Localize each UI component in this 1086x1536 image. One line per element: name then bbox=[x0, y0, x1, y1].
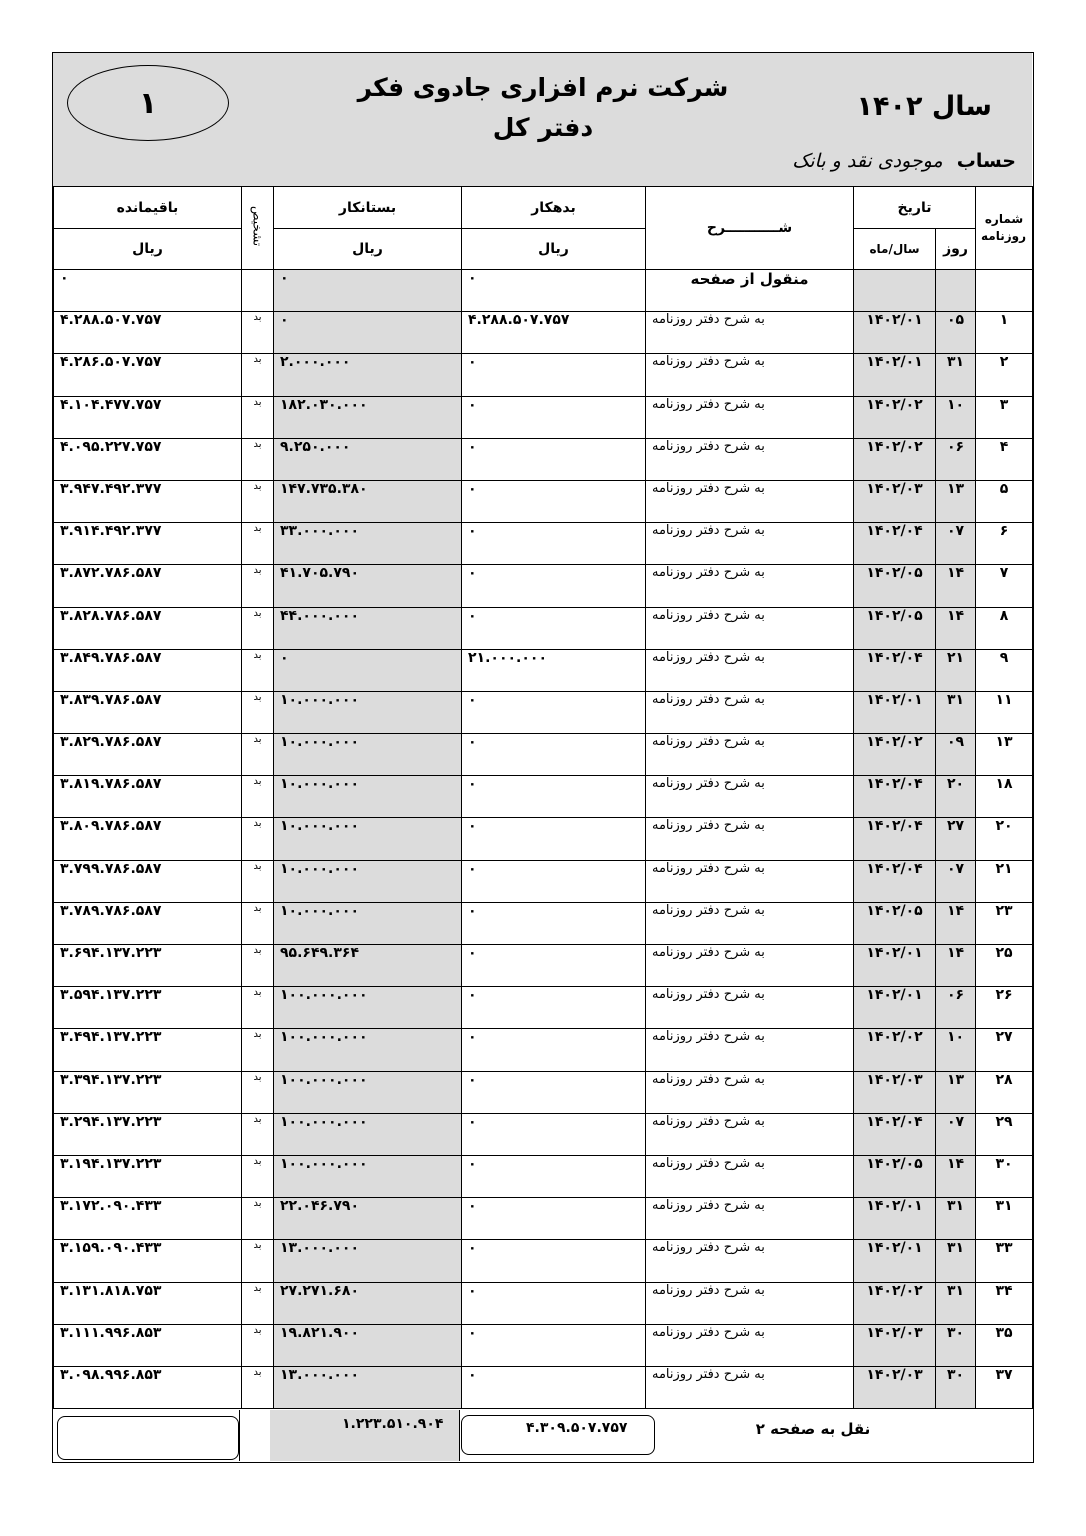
cell-detection: بد bbox=[242, 607, 274, 649]
table-row bbox=[54, 396, 1033, 438]
cell-day: ۱۳ bbox=[936, 1071, 976, 1113]
account-line bbox=[792, 150, 1016, 172]
cell-balance: ۳.۸۴۹.۷۸۶.۵۸۷ bbox=[54, 649, 242, 691]
cell-journal-number: ۱۳ bbox=[976, 734, 1033, 776]
table-row bbox=[54, 691, 1033, 733]
table-row bbox=[54, 565, 1033, 607]
table-row bbox=[54, 607, 1033, 649]
cell-debit: ۴.۲۸۸.۵۰۷.۷۵۷ bbox=[462, 312, 646, 354]
ledger-page bbox=[52, 52, 1034, 1463]
cell-detection: بد bbox=[242, 354, 274, 396]
cell-balance: ۳.۳۹۴.۱۳۷.۲۲۳ bbox=[54, 1071, 242, 1113]
cell-credit: ۴۴.۰۰۰.۰۰۰ bbox=[274, 607, 462, 649]
cell-year-month: ۱۴۰۲/۰۲ bbox=[854, 1029, 936, 1071]
cell-day: ۰۷ bbox=[936, 523, 976, 565]
cell-year-month: ۱۴۰۲/۰۱ bbox=[854, 945, 936, 987]
cell-year-month: ۱۴۰۲/۰۴ bbox=[854, 649, 936, 691]
cell-journal-number: ۳۳ bbox=[976, 1240, 1033, 1282]
cell-balance: ۳.۱۳۱.۸۱۸.۷۵۳ bbox=[54, 1282, 242, 1324]
cell-journal-number: ۵ bbox=[976, 480, 1033, 522]
cell-detection: بد bbox=[242, 1113, 274, 1155]
cell-detection: بد bbox=[242, 1324, 274, 1366]
col-debit: بدهکار bbox=[462, 187, 646, 229]
cell-year-month: ۱۴۰۲/۰۴ bbox=[854, 523, 936, 565]
cell-journal-number: ۲۷ bbox=[976, 1029, 1033, 1071]
cell-debit: ۰ bbox=[462, 565, 646, 607]
cell-journal-number: ۳۰ bbox=[976, 1155, 1033, 1197]
cell-day: ۱۳ bbox=[936, 480, 976, 522]
cell-detection: بد bbox=[242, 396, 274, 438]
col-journal-number: شماره روزنامه bbox=[976, 187, 1033, 270]
cell-credit: ۱۰.۰۰۰.۰۰۰ bbox=[274, 734, 462, 776]
cell-detection: بد bbox=[242, 1155, 274, 1197]
carried-in-debit: ۰ bbox=[462, 270, 646, 312]
cell-day: ۰۷ bbox=[936, 1113, 976, 1155]
cell-year-month: ۱۴۰۲/۰۱ bbox=[854, 1240, 936, 1282]
cell-credit: ۱۳.۰۰۰.۰۰۰ bbox=[274, 1366, 462, 1408]
carried-in-credit: ۰ bbox=[274, 270, 462, 312]
table-row bbox=[54, 1155, 1033, 1197]
cell-credit: ۱۰.۰۰۰.۰۰۰ bbox=[274, 818, 462, 860]
cell-year-month: ۱۴۰۲/۰۴ bbox=[854, 1113, 936, 1155]
cell-description: به شرح دفتر روزنامه bbox=[646, 607, 854, 649]
cell-year-month: ۱۴۰۲/۰۱ bbox=[854, 1198, 936, 1240]
cell-journal-number: ۲۵ bbox=[976, 945, 1033, 987]
ledger-table bbox=[53, 186, 1033, 1409]
cell-description: به شرح دفتر روزنامه bbox=[646, 1366, 854, 1408]
cell-credit: ۹.۲۵۰.۰۰۰ bbox=[274, 438, 462, 480]
cell-debit: ۰ bbox=[462, 1155, 646, 1197]
cell-detection: بد bbox=[242, 649, 274, 691]
cell-day: ۰۵ bbox=[936, 312, 976, 354]
cell-day: ۱۴ bbox=[936, 945, 976, 987]
cell-year-month: ۱۴۰۲/۰۱ bbox=[854, 354, 936, 396]
cell-year-month: ۱۴۰۲/۰۲ bbox=[854, 396, 936, 438]
cell-description: به شرح دفتر روزنامه bbox=[646, 945, 854, 987]
cell-day: ۱۴ bbox=[936, 1155, 976, 1197]
fiscal-year: سال ۱۴۰۲ bbox=[856, 91, 992, 122]
cell-description: به شرح دفتر روزنامه bbox=[646, 438, 854, 480]
cell-description: به شرح دفتر روزنامه bbox=[646, 312, 854, 354]
table-row bbox=[54, 860, 1033, 902]
cell-credit: ۱۰۰.۰۰۰.۰۰۰ bbox=[274, 1029, 462, 1071]
cell-credit: ۱۹.۸۲۱.۹۰۰ bbox=[274, 1324, 462, 1366]
cell-year-month: ۱۴۰۲/۰۱ bbox=[854, 691, 936, 733]
cell-journal-number: ۲۶ bbox=[976, 987, 1033, 1029]
cell-year-month: ۱۴۰۲/۰۳ bbox=[854, 1071, 936, 1113]
cell-detection: بد bbox=[242, 1282, 274, 1324]
cell-detection: بد bbox=[242, 312, 274, 354]
cell-debit: ۰ bbox=[462, 1071, 646, 1113]
cell-detection: بد bbox=[242, 438, 274, 480]
table-row bbox=[54, 734, 1033, 776]
cell-description: به شرح دفتر روزنامه bbox=[646, 354, 854, 396]
cell-credit: ۲۲.۰۴۶.۷۹۰ bbox=[274, 1198, 462, 1240]
ledger-footer bbox=[53, 1410, 1032, 1461]
cell-credit: ۴۱.۷۰۵.۷۹۰ bbox=[274, 565, 462, 607]
footer-balance-box bbox=[57, 1416, 239, 1460]
cell-description: به شرح دفتر روزنامه bbox=[646, 1071, 854, 1113]
cell-day: ۲۱ bbox=[936, 649, 976, 691]
header-row-1 bbox=[54, 187, 1033, 229]
cell-balance: ۳.۸۳۹.۷۸۶.۵۸۷ bbox=[54, 691, 242, 733]
cell-day: ۳۱ bbox=[936, 354, 976, 396]
cell-detection: بد bbox=[242, 987, 274, 1029]
cell-year-month: ۱۴۰۲/۰۲ bbox=[854, 734, 936, 776]
col-detection-label: تشخیص bbox=[250, 205, 265, 247]
cell-credit: ۱۴۷.۷۳۵.۳۸۰ bbox=[274, 480, 462, 522]
cell-year-month: ۱۴۰۲/۰۳ bbox=[854, 480, 936, 522]
cell-day: ۳۰ bbox=[936, 1366, 976, 1408]
cell-debit: ۰ bbox=[462, 776, 646, 818]
cell-credit: ۱۰۰.۰۰۰.۰۰۰ bbox=[274, 1113, 462, 1155]
table-row bbox=[54, 776, 1033, 818]
col-date: تاریخ bbox=[854, 187, 976, 229]
cell-description: به شرح دفتر روزنامه bbox=[646, 1198, 854, 1240]
cell-credit: ۲۷.۲۷۱.۶۸۰ bbox=[274, 1282, 462, 1324]
col-balance-currency: ریال bbox=[54, 229, 242, 270]
cell-description: به شرح دفتر روزنامه bbox=[646, 523, 854, 565]
table-row bbox=[54, 902, 1033, 944]
table-row bbox=[54, 1366, 1033, 1408]
cell-detection: بد bbox=[242, 523, 274, 565]
cell-year-month: ۱۴۰۲/۰۵ bbox=[854, 1155, 936, 1197]
cell-year-month: ۱۴۰۲/۰۳ bbox=[854, 1324, 936, 1366]
cell-balance: ۴.۲۸۸.۵۰۷.۷۵۷ bbox=[54, 312, 242, 354]
cell-balance: ۳.۱۵۹.۰۹۰.۴۳۳ bbox=[54, 1240, 242, 1282]
cell-balance: ۴.۲۸۶.۵۰۷.۷۵۷ bbox=[54, 354, 242, 396]
cell-detection: بد bbox=[242, 1240, 274, 1282]
cell-journal-number: ۲ bbox=[976, 354, 1033, 396]
cell-debit: ۰ bbox=[462, 987, 646, 1029]
cell-year-month: ۱۴۰۲/۰۲ bbox=[854, 1282, 936, 1324]
cell-credit: ۹۵.۶۴۹.۳۶۴ bbox=[274, 945, 462, 987]
cell-description: به شرح دفتر روزنامه bbox=[646, 480, 854, 522]
cell-description: به شرح دفتر روزنامه bbox=[646, 1113, 854, 1155]
cell-credit: ۱۰۰.۰۰۰.۰۰۰ bbox=[274, 987, 462, 1029]
cell-detection: بد bbox=[242, 902, 274, 944]
cell-journal-number: ۴ bbox=[976, 438, 1033, 480]
cell-balance: ۳.۴۹۴.۱۳۷.۲۲۳ bbox=[54, 1029, 242, 1071]
cell-balance: ۳.۷۹۹.۷۸۶.۵۸۷ bbox=[54, 860, 242, 902]
cell-day: ۱۴ bbox=[936, 607, 976, 649]
cell-year-month: ۱۴۰۲/۰۵ bbox=[854, 902, 936, 944]
cell-balance: ۳.۲۹۴.۱۳۷.۲۲۳ bbox=[54, 1113, 242, 1155]
cell-balance: ۳.۶۹۴.۱۳۷.۲۲۳ bbox=[54, 945, 242, 987]
table-row bbox=[54, 312, 1033, 354]
cell-debit: ۰ bbox=[462, 734, 646, 776]
cell-journal-number: ۳ bbox=[976, 396, 1033, 438]
col-year-month: سال/ماه bbox=[854, 229, 936, 270]
page-number: ۱ bbox=[67, 65, 229, 141]
cell-description: به شرح دفتر روزنامه bbox=[646, 396, 854, 438]
cell-detection: بد bbox=[242, 565, 274, 607]
table-row bbox=[54, 480, 1033, 522]
cell-debit: ۰ bbox=[462, 1240, 646, 1282]
cell-debit: ۰ bbox=[462, 480, 646, 522]
cell-description: به شرح دفتر روزنامه bbox=[646, 649, 854, 691]
cell-debit: ۰ bbox=[462, 1366, 646, 1408]
ledger-header bbox=[53, 53, 1032, 187]
table-row bbox=[54, 1071, 1033, 1113]
cell-credit: ۱۳.۰۰۰.۰۰۰ bbox=[274, 1240, 462, 1282]
cell-debit: ۰ bbox=[462, 860, 646, 902]
cell-journal-number: ۹ bbox=[976, 649, 1033, 691]
company-name: شرکت نرم افزاری جادوی فکر bbox=[357, 73, 729, 102]
cell-credit: ۲.۰۰۰.۰۰۰ bbox=[274, 354, 462, 396]
cell-journal-number: ۳۷ bbox=[976, 1366, 1033, 1408]
cell-journal-number: ۲۹ bbox=[976, 1113, 1033, 1155]
cell-description: به شرح دفتر روزنامه bbox=[646, 1324, 854, 1366]
cell-balance: ۳.۱۱۱.۹۹۶.۸۵۳ bbox=[54, 1324, 242, 1366]
cell-credit: ۱۰.۰۰۰.۰۰۰ bbox=[274, 691, 462, 733]
cell-journal-number: ۱۸ bbox=[976, 776, 1033, 818]
cell-credit: ۱۰.۰۰۰.۰۰۰ bbox=[274, 902, 462, 944]
cell-balance: ۳.۸۷۲.۷۸۶.۵۸۷ bbox=[54, 565, 242, 607]
cell-balance: ۳.۷۸۹.۷۸۶.۵۸۷ bbox=[54, 902, 242, 944]
total-debit: ۴.۳۰۹.۵۰۷.۷۵۷ bbox=[461, 1415, 655, 1455]
cell-day: ۱۰ bbox=[936, 396, 976, 438]
col-day: روز bbox=[936, 229, 976, 270]
cell-detection: بد bbox=[242, 1071, 274, 1113]
cell-description: به شرح دفتر روزنامه bbox=[646, 1240, 854, 1282]
table-row bbox=[54, 649, 1033, 691]
cell-day: ۳۱ bbox=[936, 691, 976, 733]
col-balance: باقیمانده bbox=[54, 187, 242, 229]
cell-day: ۱۴ bbox=[936, 902, 976, 944]
cell-credit: ۰ bbox=[274, 312, 462, 354]
cell-debit: ۰ bbox=[462, 1324, 646, 1366]
cell-year-month: ۱۴۰۲/۰۱ bbox=[854, 987, 936, 1029]
cell-balance: ۴.۱۰۴.۴۷۷.۷۵۷ bbox=[54, 396, 242, 438]
cell-year-month: ۱۴۰۲/۰۴ bbox=[854, 818, 936, 860]
cell-day: ۱۴ bbox=[936, 565, 976, 607]
cell-day: ۳۱ bbox=[936, 1282, 976, 1324]
table-row bbox=[54, 1240, 1033, 1282]
cell-detection: بد bbox=[242, 860, 274, 902]
cell-balance: ۳.۱۷۲.۰۹۰.۴۳۳ bbox=[54, 1198, 242, 1240]
cell-journal-number: ۳۴ bbox=[976, 1282, 1033, 1324]
table-row bbox=[54, 354, 1033, 396]
cell-detection: بد bbox=[242, 1198, 274, 1240]
cell-day: ۰۶ bbox=[936, 438, 976, 480]
cell-year-month: ۱۴۰۲/۰۴ bbox=[854, 776, 936, 818]
cell-year-month: ۱۴۰۲/۰۵ bbox=[854, 565, 936, 607]
cell-balance: ۳.۵۹۴.۱۳۷.۲۲۳ bbox=[54, 987, 242, 1029]
cell-day: ۳۱ bbox=[936, 1198, 976, 1240]
cell-credit: ۱۰.۰۰۰.۰۰۰ bbox=[274, 776, 462, 818]
cell-year-month: ۱۴۰۲/۰۱ bbox=[854, 312, 936, 354]
cell-description: به شرح دفتر روزنامه bbox=[646, 860, 854, 902]
cell-description: به شرح دفتر روزنامه bbox=[646, 818, 854, 860]
cell-debit: ۰ bbox=[462, 607, 646, 649]
cell-description: به شرح دفتر روزنامه bbox=[646, 565, 854, 607]
cell-journal-number: ۲۱ bbox=[976, 860, 1033, 902]
cell-detection: بد bbox=[242, 480, 274, 522]
cell-year-month: ۱۴۰۲/۰۴ bbox=[854, 860, 936, 902]
cell-debit: ۰ bbox=[462, 396, 646, 438]
carried-in-balance: ۰ bbox=[54, 270, 242, 312]
cell-journal-number: ۳۵ bbox=[976, 1324, 1033, 1366]
cell-balance: ۳.۸۲۸.۷۸۶.۵۸۷ bbox=[54, 607, 242, 649]
table-row bbox=[54, 1113, 1033, 1155]
cell-debit: ۲۱.۰۰۰.۰۰۰ bbox=[462, 649, 646, 691]
cell-description: به شرح دفتر روزنامه bbox=[646, 987, 854, 1029]
total-credit: ۱.۲۲۳.۵۱۰.۹۰۴ bbox=[342, 1416, 444, 1432]
cell-credit: ۱۰۰.۰۰۰.۰۰۰ bbox=[274, 1155, 462, 1197]
cell-debit: ۰ bbox=[462, 945, 646, 987]
cell-journal-number: ۷ bbox=[976, 565, 1033, 607]
cell-journal-number: ۳۱ bbox=[976, 1198, 1033, 1240]
col-credit: بستانکار bbox=[274, 187, 462, 229]
cell-day: ۳۰ bbox=[936, 1324, 976, 1366]
cell-credit: ۳۳.۰۰۰.۰۰۰ bbox=[274, 523, 462, 565]
table-row bbox=[54, 818, 1033, 860]
cell-balance: ۳.۰۹۸.۹۹۶.۸۵۳ bbox=[54, 1366, 242, 1408]
cell-balance: ۳.۸۰۹.۷۸۶.۵۸۷ bbox=[54, 818, 242, 860]
header-row-2 bbox=[54, 229, 1033, 270]
cell-balance: ۳.۸۲۹.۷۸۶.۵۸۷ bbox=[54, 734, 242, 776]
table-row bbox=[54, 945, 1033, 987]
cell-journal-number: ۶ bbox=[976, 523, 1033, 565]
cell-day: ۰۷ bbox=[936, 860, 976, 902]
col-detection bbox=[242, 187, 274, 270]
cell-year-month: ۱۴۰۲/۰۲ bbox=[854, 438, 936, 480]
cell-debit: ۰ bbox=[462, 1282, 646, 1324]
cell-detection: بد bbox=[242, 1366, 274, 1408]
col-debit-currency: ریال bbox=[462, 229, 646, 270]
cell-detection: بد bbox=[242, 1029, 274, 1071]
cell-description: به شرح دفتر روزنامه bbox=[646, 776, 854, 818]
carried-in-row bbox=[54, 270, 1033, 312]
carry-forward-label: نقل به صفحه ۲ bbox=[755, 1420, 871, 1438]
cell-debit: ۰ bbox=[462, 438, 646, 480]
cell-journal-number: ۸ bbox=[976, 607, 1033, 649]
cell-detection: بد bbox=[242, 776, 274, 818]
cell-credit: ۱۰.۰۰۰.۰۰۰ bbox=[274, 860, 462, 902]
cell-debit: ۰ bbox=[462, 902, 646, 944]
table-row bbox=[54, 1282, 1033, 1324]
cell-balance: ۳.۹۴۷.۴۹۲.۳۷۷ bbox=[54, 480, 242, 522]
cell-detection: بد bbox=[242, 691, 274, 733]
cell-journal-number: ۱۱ bbox=[976, 691, 1033, 733]
cell-debit: ۰ bbox=[462, 1113, 646, 1155]
table-row bbox=[54, 1324, 1033, 1366]
cell-detection: بد bbox=[242, 945, 274, 987]
col-credit-currency: ریال bbox=[274, 229, 462, 270]
cell-credit: ۰ bbox=[274, 649, 462, 691]
cell-year-month: ۱۴۰۲/۰۳ bbox=[854, 1366, 936, 1408]
account-name: موجودی نقد و بانک bbox=[792, 150, 943, 172]
cell-balance: ۳.۹۱۴.۴۹۲.۳۷۷ bbox=[54, 523, 242, 565]
cell-description: به شرح دفتر روزنامه bbox=[646, 691, 854, 733]
ledger-title: دفتر کل bbox=[492, 113, 594, 142]
cell-debit: ۰ bbox=[462, 354, 646, 396]
table-row bbox=[54, 987, 1033, 1029]
cell-description: به شرح دفتر روزنامه bbox=[646, 1029, 854, 1071]
cell-day: ۰۹ bbox=[936, 734, 976, 776]
table-row bbox=[54, 1198, 1033, 1240]
cell-debit: ۰ bbox=[462, 1198, 646, 1240]
cell-detection: بد bbox=[242, 818, 274, 860]
cell-journal-number: ۲۳ bbox=[976, 902, 1033, 944]
cell-journal-number: ۱ bbox=[976, 312, 1033, 354]
carried-in-label: منقول از صفحه bbox=[646, 270, 854, 312]
table-row bbox=[54, 1029, 1033, 1071]
cell-credit: ۱۰۰.۰۰۰.۰۰۰ bbox=[274, 1071, 462, 1113]
cell-day: ۲۷ bbox=[936, 818, 976, 860]
cell-description: به شرح دفتر روزنامه bbox=[646, 902, 854, 944]
cell-journal-number: ۲۰ bbox=[976, 818, 1033, 860]
account-label: حساب bbox=[956, 150, 1016, 172]
cell-description: به شرح دفتر روزنامه bbox=[646, 1155, 854, 1197]
cell-day: ۳۱ bbox=[936, 1240, 976, 1282]
cell-day: ۲۰ bbox=[936, 776, 976, 818]
cell-description: به شرح دفتر روزنامه bbox=[646, 734, 854, 776]
table-row bbox=[54, 438, 1033, 480]
cell-day: ۱۰ bbox=[936, 1029, 976, 1071]
cell-credit: ۱۸۲.۰۳۰.۰۰۰ bbox=[274, 396, 462, 438]
cell-description: به شرح دفتر روزنامه bbox=[646, 1282, 854, 1324]
cell-debit: ۰ bbox=[462, 818, 646, 860]
cell-balance: ۳.۸۱۹.۷۸۶.۵۸۷ bbox=[54, 776, 242, 818]
col-description: شـــــــــــرح bbox=[646, 187, 854, 270]
cell-journal-number: ۲۸ bbox=[976, 1071, 1033, 1113]
cell-debit: ۰ bbox=[462, 523, 646, 565]
table-row bbox=[54, 523, 1033, 565]
cell-debit: ۰ bbox=[462, 1029, 646, 1071]
cell-debit: ۰ bbox=[462, 691, 646, 733]
cell-balance: ۳.۱۹۴.۱۳۷.۲۲۳ bbox=[54, 1155, 242, 1197]
cell-detection: بد bbox=[242, 734, 274, 776]
cell-year-month: ۱۴۰۲/۰۵ bbox=[854, 607, 936, 649]
cell-day: ۰۶ bbox=[936, 987, 976, 1029]
cell-balance: ۴.۰۹۵.۲۲۷.۷۵۷ bbox=[54, 438, 242, 480]
